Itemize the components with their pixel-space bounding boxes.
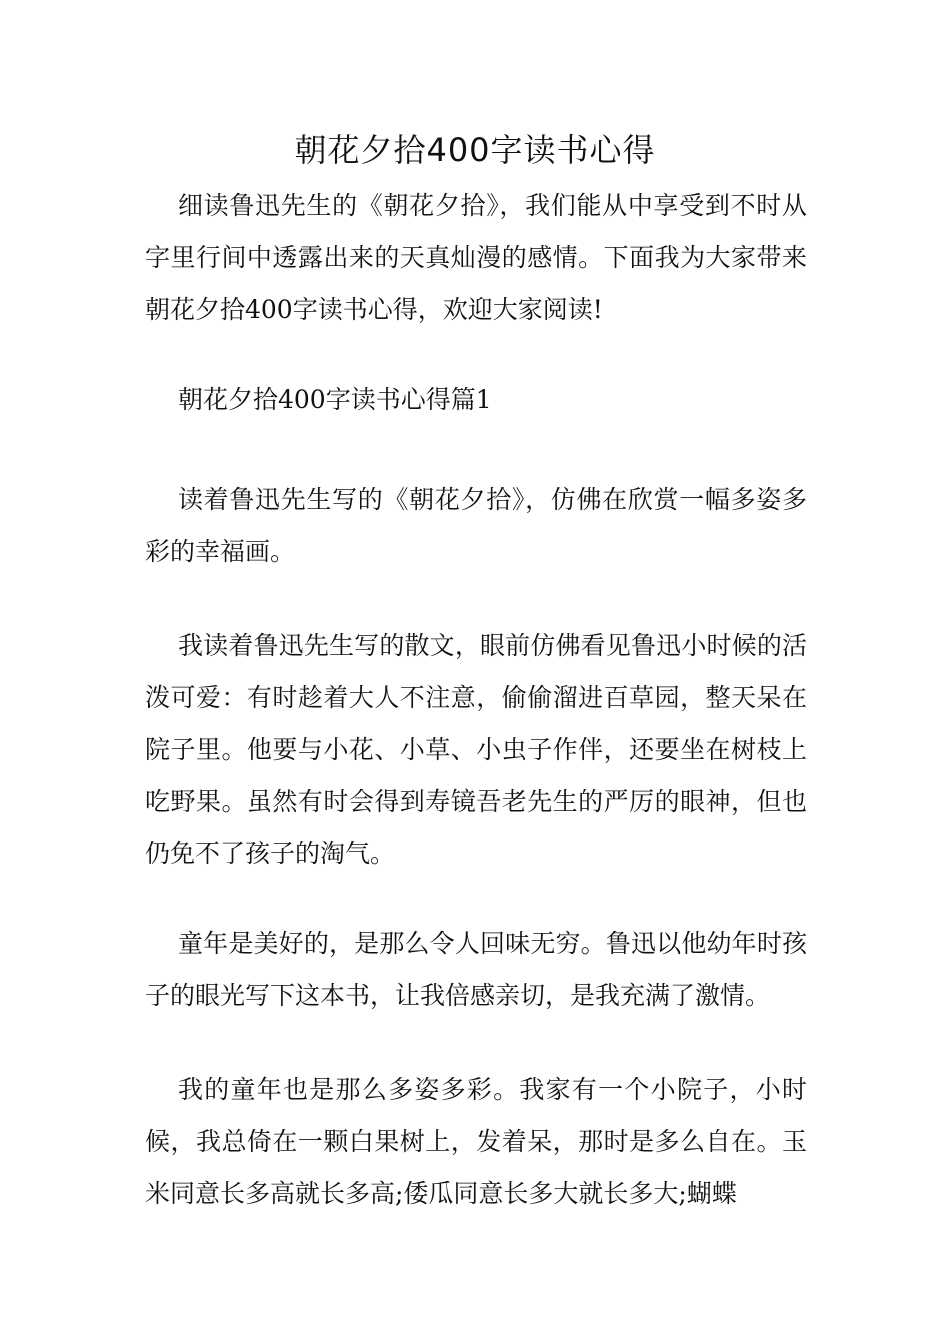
paragraph-2	[145, 620, 807, 880]
paragraph-text: 细读鲁迅先生的《朝花夕拾》，我们能从中享受到不时从字里行间中透露出来的天真灿漫的感情。下面我为大家带来朝花夕拾400字读书心得，欢迎大家阅读!	[145, 191, 807, 324]
section-heading: 朝花夕拾400字读书心得篇1	[178, 385, 492, 414]
paragraph-4	[145, 1064, 807, 1220]
paragraph-text: 读着鲁迅先生写的《朝花夕拾》，仿佛在欣赏一幅多姿多彩的幸福画。	[145, 485, 807, 566]
paragraph-3	[145, 918, 807, 1022]
paragraph-text: 童年是美好的，是那么令人回味无穷。鲁迅以他幼年时孩子的眼光写下这本书，让我倍感亲切，是我充满了激情。	[145, 929, 807, 1010]
paragraph-text: 我读着鲁迅先生写的散文，眼前仿佛看见鲁迅小时候的活泼可爱：有时趁着大人不注意，偷偷溜进百草园，整天呆在院子里。他要与小花、小草、小虫子作伴，还要坐在树枝上吃野果。虽然有时会得到寿镜吾老先生的严厉的眼神，但也仍免不了孩子的淘气。	[145, 631, 807, 868]
paragraph-1	[145, 474, 807, 578]
intro-paragraph	[145, 180, 807, 336]
paragraph-text: 我的童年也是那么多姿多彩。我家有一个小院子，小时候，我总倚在一颗白果树上，发着呆，那时是多么自在。玉米同意长多高就长多高;倭瓜同意长多大就长多大;蝴蝶	[145, 1075, 807, 1208]
document-title: 朝花夕拾400字读书心得	[294, 131, 656, 169]
